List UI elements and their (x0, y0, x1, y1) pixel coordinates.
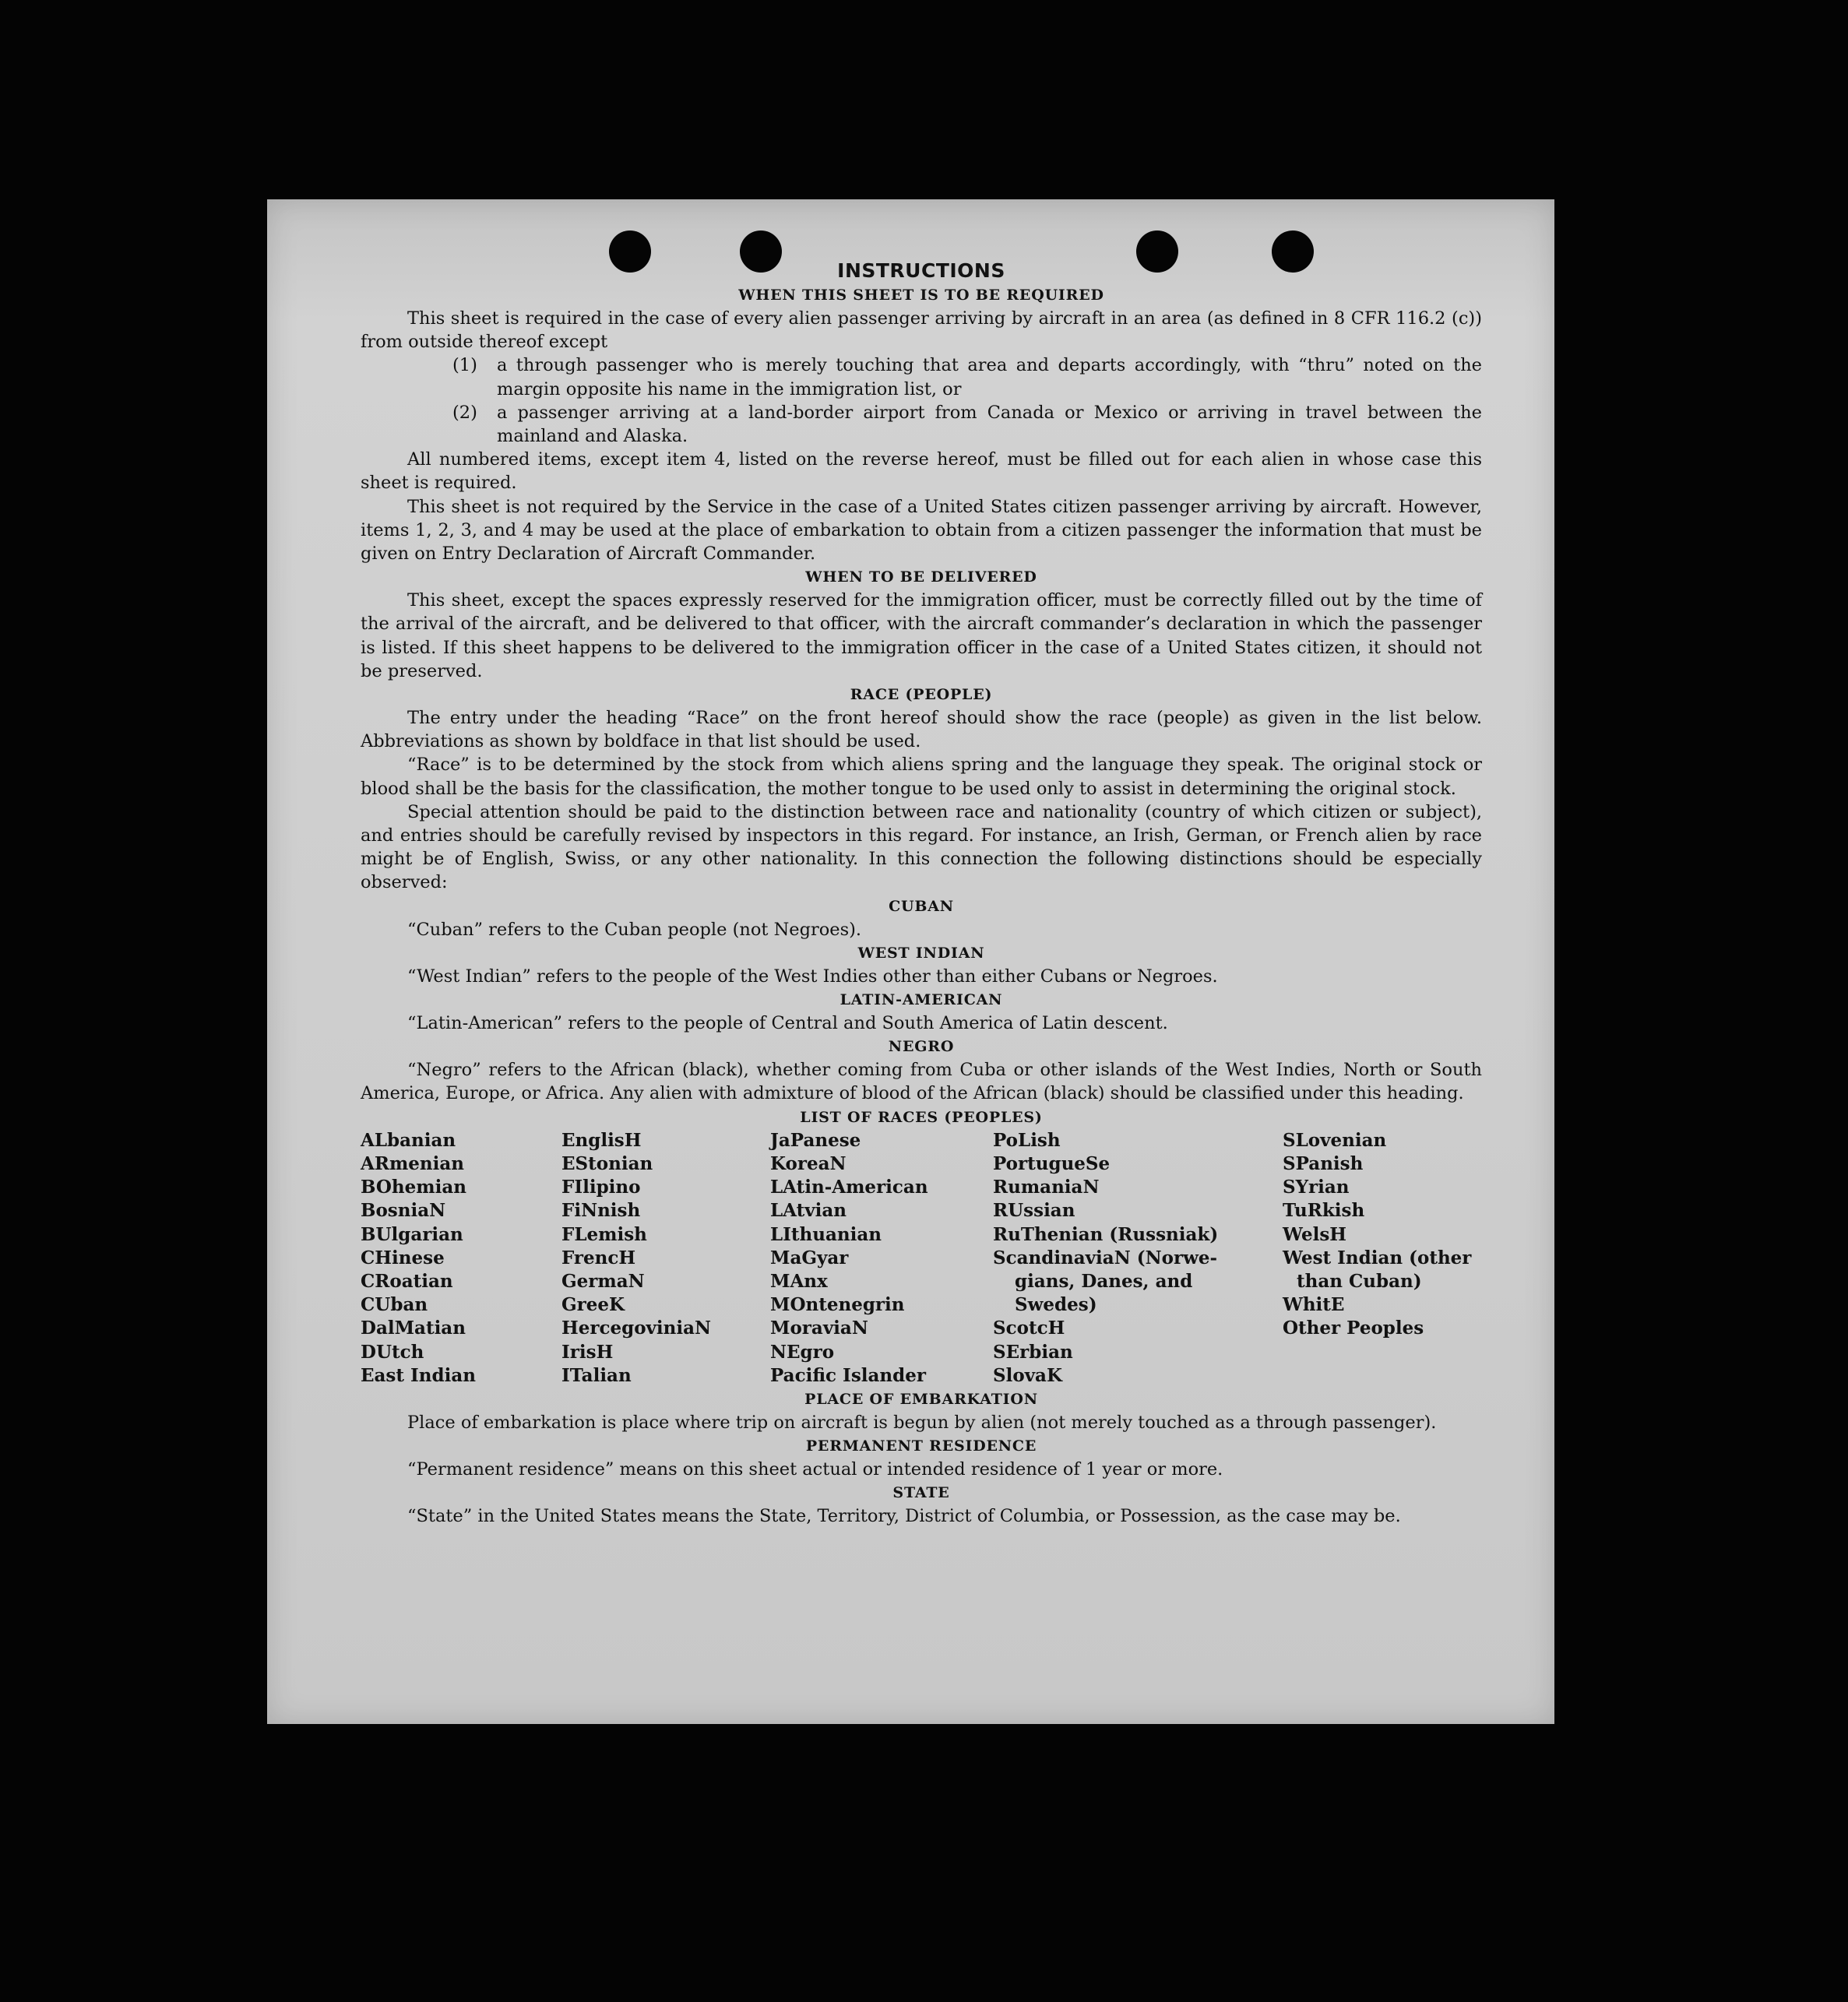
list-item (361, 354, 1482, 400)
section-heading: WHEN THIS SHEET IS TO BE REQUIRED (738, 287, 1104, 304)
race-entry: RuThenian (Russniak) (993, 1223, 1219, 1245)
race-entry: NEgro (770, 1341, 835, 1363)
race-entry: FiNnish (561, 1200, 641, 1222)
race-entry: JaPanese (770, 1129, 861, 1151)
paragraph: This sheet, except the spaces expressly reserved for the immigration officer, must be correctly filled out by the time of the arrival of the aircraft, and be delivered to that officer, with the aircraft commander’s declaration in which the passenger is listed. If this sheet happens to be delivered to the immigration officer in the case of a United States citizen, it should not be preserved. (361, 590, 1482, 681)
race-entry: WelsH (1283, 1223, 1347, 1245)
paragraph: All numbered items, except item 4, listed on the reverse hereof, must be filled out for each alien in whose case this sheet is required. (361, 449, 1482, 494)
race-entry: SYrian (1283, 1177, 1350, 1198)
race-entry: FIlipino (561, 1177, 641, 1198)
paragraph: Special attention should be paid to the distinction between race and nationality (country of which citizen or subject), and entries should be carefully revised by inspectors in this regard. For instance, an Irish, German, or French alien by race might be of English, Swiss, or any other nationality. In this connection the following distinctions should be especially observed: (361, 801, 1482, 893)
race-entry: MAnx (770, 1270, 828, 1292)
race-entry: IrisH (561, 1341, 614, 1363)
race-entry: CUban (361, 1294, 428, 1316)
race-entry: HercegoviniaN (561, 1318, 712, 1339)
paragraph: “State” in the United States means the State, Territory, District of Columbia, or Possession, as the case may be. (407, 1506, 1401, 1527)
race-entry: RumaniaN (993, 1177, 1100, 1198)
race-entry: WhitE (1283, 1294, 1345, 1316)
race-entry: SLovenian (1283, 1129, 1387, 1151)
races-column (993, 1129, 1283, 1388)
race-entry: DalMatian (361, 1318, 466, 1339)
race-entry: GreeK (561, 1294, 625, 1316)
item-text: a passenger arriving at a land-border airport from Canada or Mexico or arriving in travel between the mainland and Alaska. (497, 402, 1482, 447)
races-list (361, 1129, 1482, 1388)
paragraph: This sheet is not required by the Service in the case of a United States citizen passenger arriving by aircraft. However, items 1, 2, 3, and 4 may be used at the place of embarkation to obtain from a citizen passenger the information that must be given on Entry Declaration of Aircraft Commander. (361, 496, 1482, 565)
races-column (561, 1129, 770, 1388)
document-sheet (267, 199, 1554, 1724)
section-heading: PLACE OF EMBARKATION (804, 1390, 1038, 1408)
race-entry: FrencH (561, 1247, 636, 1268)
race-entry: CRoatian (361, 1270, 453, 1292)
race-entry: ALbanian (361, 1129, 456, 1151)
paragraph: “Latin-American” refers to the people of Central and South America of Latin descent. (407, 1013, 1168, 1034)
race-entry: BUlgarian (361, 1223, 463, 1245)
races-column (1283, 1129, 1482, 1388)
races-column (770, 1129, 993, 1388)
paragraph: “Race” is to be determined by the stock from which aliens spring and the language they speak. The original stock or blood shall be the basis for the classification, the mother tongue to be used only to assist in determining the original stock. (361, 755, 1482, 799)
race-entry: LAtvian (770, 1200, 847, 1222)
section-heading: LIST OF RACES (PEOPLES) (800, 1108, 1043, 1126)
section-heading: NEGRO (888, 1038, 955, 1056)
paragraph: “West Indian” refers to the people of the West Indies other than either Cubans or Negroes. (407, 966, 1218, 987)
page-title: INSTRUCTIONS (837, 259, 1005, 282)
section-heading: STATE (892, 1484, 950, 1502)
paragraph: “Negro” refers to the African (black), whether coming from Cuba or other islands of the West Indies, North or South America, Europe, or Africa. Any alien with admixture of blood of the African (black) should be classified under this heading. (361, 1060, 1482, 1104)
race-entry: PoLish (993, 1129, 1061, 1151)
paragraph: “Cuban” refers to the Cuban people (not Negroes). (407, 919, 862, 940)
race-entry: GermaN (561, 1270, 645, 1292)
race-entry: Swedes) (1015, 1294, 1097, 1316)
race-entry: Other Peoples (1283, 1318, 1424, 1339)
race-entry: Pacific Islander (770, 1364, 926, 1386)
race-entry: ScandinaviaN (Norwe- (993, 1247, 1218, 1268)
race-entry: East Indian (361, 1364, 476, 1386)
paragraph: Place of embarkation is place where trip on aircraft is begun by alien (not merely touched as a through passenger). (407, 1412, 1437, 1433)
race-entry: DUtch (361, 1341, 424, 1363)
race-entry: LAtin-American (770, 1177, 928, 1198)
race-entry: than Cuban) (1297, 1270, 1422, 1292)
race-entry: BOhemian (361, 1177, 466, 1198)
race-entry: SPanish (1283, 1152, 1364, 1174)
item-text: a through passenger who is merely touching that area and departs accordingly, with “thru” noted on the margin opposite his name in the immigration list, or (497, 355, 1482, 399)
race-entry: ITalian (561, 1364, 632, 1386)
race-entry: SlovaK (993, 1364, 1062, 1386)
race-entry: MOntenegrin (770, 1294, 905, 1316)
race-entry: ARmenian (361, 1152, 465, 1174)
section-heading: RACE (PEOPLE) (850, 686, 993, 704)
race-entry: West Indian (other (1283, 1247, 1472, 1268)
race-entry: ScotcH (993, 1318, 1065, 1339)
item-number: (2) (452, 402, 477, 423)
race-entry: SErbian (993, 1341, 1073, 1363)
race-entry: MoraviaN (770, 1318, 868, 1339)
race-entry: LIthuanian (770, 1223, 882, 1245)
paragraph: “Permanent residence” means on this sheet actual or intended residence of 1 year or more. (407, 1459, 1223, 1480)
section-heading: LATIN-AMERICAN (840, 991, 1003, 1009)
race-entry: PortugueSe (993, 1152, 1111, 1174)
section-heading: WEST INDIAN (857, 944, 985, 962)
section-heading: PERMANENT RESIDENCE (805, 1437, 1037, 1455)
list-item (361, 401, 1482, 448)
race-entry: FLemish (561, 1223, 647, 1245)
paragraph: The entry under the heading “Race” on the front hereof should show the race (people) as given in the list below. Abbreviations as shown by boldface in that list should be used. (361, 708, 1482, 752)
race-entry: gians, Danes, and (1015, 1270, 1193, 1292)
race-entry: MaGyar (770, 1247, 849, 1268)
paragraph: This sheet is required in the case of every alien passenger arriving by aircraft in an area (as defined in 8 CFR 116.2 (c)) from outside thereof except (361, 308, 1482, 353)
race-entry: BosniaN (361, 1200, 446, 1222)
race-entry: CHinese (361, 1247, 445, 1268)
race-entry: TuRkish (1283, 1200, 1365, 1222)
instructions-content (361, 259, 1482, 1529)
section-heading: CUBAN (889, 897, 954, 915)
race-entry: EStonian (561, 1152, 653, 1174)
race-entry: RUssian (993, 1200, 1075, 1222)
races-column (361, 1129, 561, 1388)
item-number: (1) (452, 355, 477, 376)
section-heading: WHEN TO BE DELIVERED (805, 568, 1037, 586)
race-entry: KoreaN (770, 1152, 847, 1174)
race-entry: EnglisH (561, 1129, 642, 1151)
